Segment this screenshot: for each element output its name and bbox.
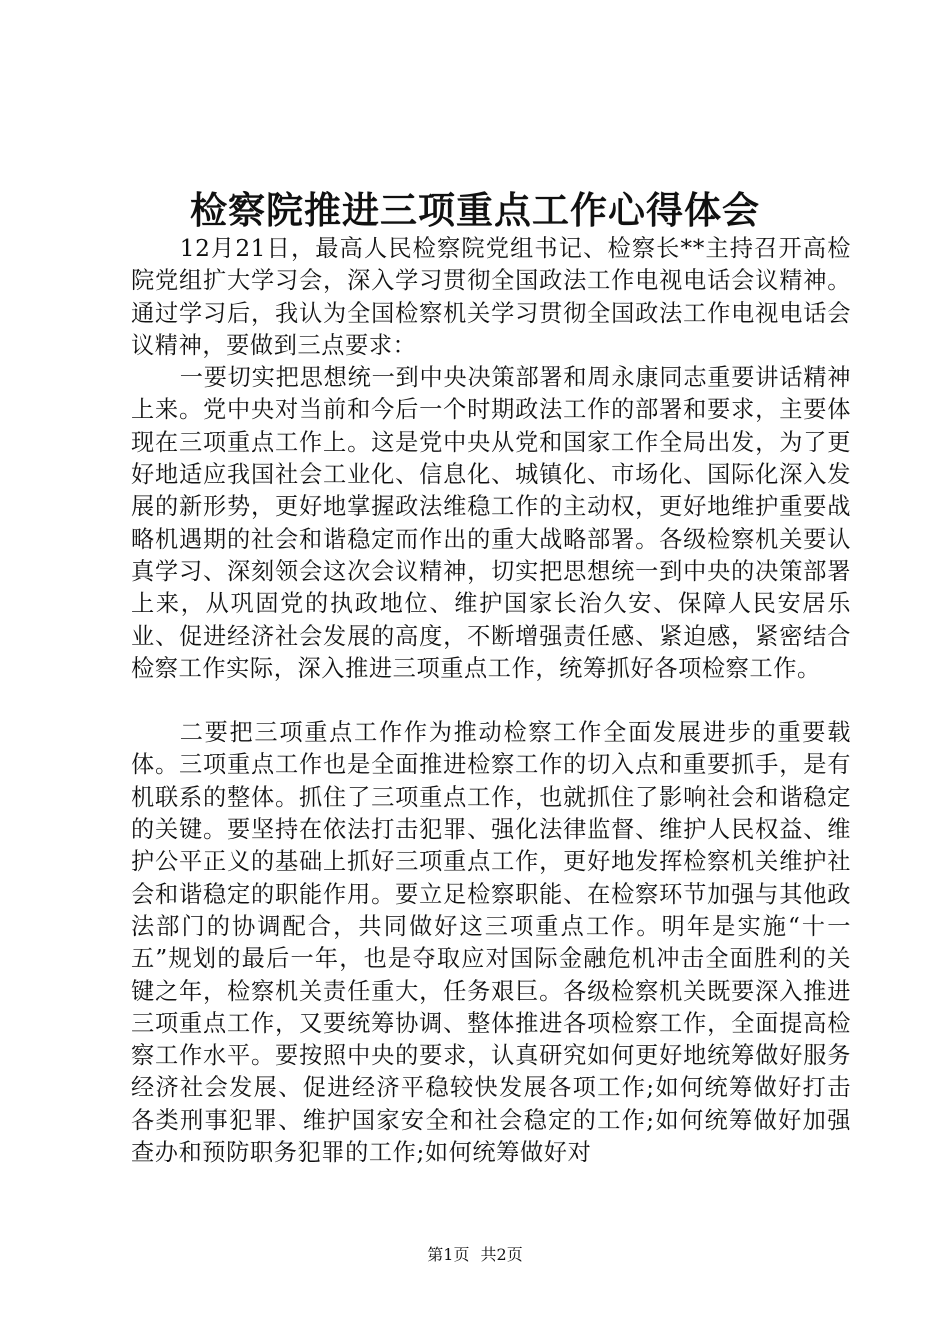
paragraph-intro: 12月21日，最高人民检察院党组书记、检察长**主持召开高检院党组扩大学习会，深入学习贯彻全国政法工作电视电话会议精神。通过学习后，我认为全国检察机关学习贯彻全国政法工作电视电话会议精神，要做到三点要求： [131, 235, 851, 359]
paragraph-point-two: 二要把三项重点工作作为推动检察工作全面发展进步的重要载体。三项重点工作也是全面推进检察工作的切入点和重要抓手，是有机联系的整体。抓住了三项重点工作，也就抓住了影响社会和谐稳定的关键。要坚持在依法打击犯罪、强化法律监督、维护人民权益、维护公平正义的基础上抓好三项重点工作，更好地发挥检察机关维护社会和谐稳定的职能作用。要立足检察职能、在检察环节加强与其他政法部门的协调配合，共同做好这三项重点工作。明年是实施“十一五”规划的最后一年，也是夺取应对国际金融危机冲击全面胜利的关键之年，检察机关责任重大，任务艰巨。各级检察机关既要深入推进三项重点工作，又要统筹协调、整体推进各项检察工作，全面提高检察工作水平。要按照中央的要求，认真研究如何更好地统筹做好服务经济社会发展、促进经济平稳较快发展各项工作;如何统筹做好打击各类刑事犯罪、维护国家安全和社会稳定的工作;如何统筹做好加强查办和预防职务犯罪的工作;如何统筹做好对 [131, 719, 851, 1167]
page-footer [0, 1244, 950, 1266]
document-body [131, 233, 851, 1169]
page-number: 第1页 [427, 1245, 470, 1264]
paragraph-point-one: 一要切实把思想统一到中央决策部署和周永康同志重要讲话精神上来。党中央对当前和今后一个时期政法工作的部署和要求，主要体现在三项重点工作上。这是党中央从党和国家工作全局出发，为了更好地适应我国社会工业化、信息化、城镇化、市场化、国际化深入发展的新形势，更好地掌握政法维稳工作的主动权，更好地维护重要战略机遇期的社会和谐稳定而作出的重大战略部署。各级检察机关要认真学习、深刻领会这次会议精神，切实把思想统一到中央的决策部署上来，从巩固党的执政地位、维护国家长治久安、保障人民安居乐业、促进经济社会发展的高度，不断增强责任感、紧迫感，紧密结合检察工作实际，深入推进三项重点工作，统筹抓好各项检察工作。 [131, 364, 851, 682]
document-title: 检察院推进三项重点工作心得体会 [190, 188, 760, 232]
page-total: 共2页 [480, 1245, 523, 1264]
